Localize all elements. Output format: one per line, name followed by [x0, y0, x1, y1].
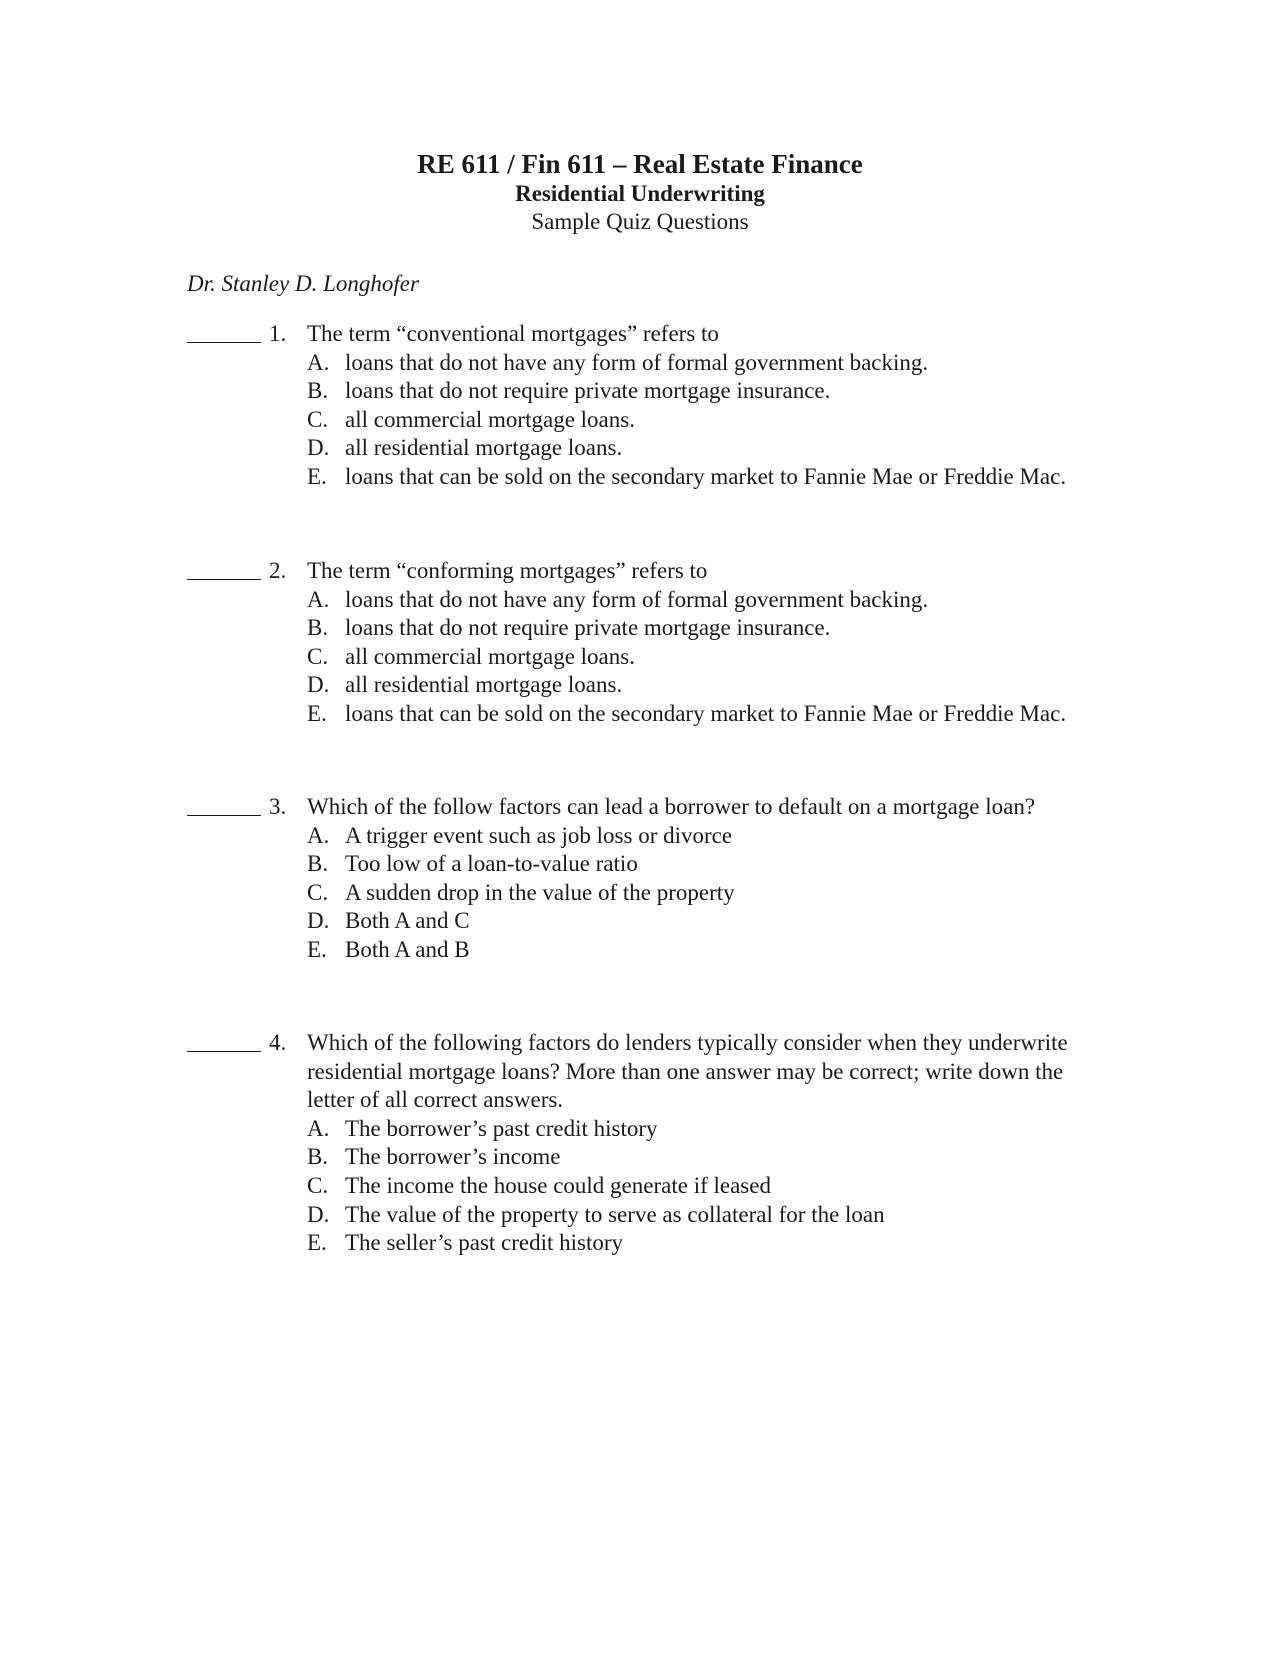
option-text: The value of the property to serve as collateral for the loan [345, 1201, 885, 1227]
option-list [187, 349, 1087, 492]
option-a: A. loans that do not have any form of formal government backing. [307, 349, 929, 375]
option-text: The borrower’s income [345, 1144, 561, 1170]
option-b: B. loans that do not require private mortgage insurance. [307, 615, 831, 641]
option-a: A. A trigger event such as job loss or divorce [307, 822, 733, 848]
option-e: E. Both A and B [307, 936, 470, 962]
question-number: 3. [269, 794, 287, 819]
option-text: loans that do not require private mortgage insurance. [345, 378, 831, 404]
question-text: Which of the following factors do lenders typically consider when they underwrite residential mortgage loans? More than one answer may be correct; write down the letter of all correct answers. [307, 1030, 1068, 1113]
option-b: B. The borrower’s income [307, 1144, 561, 1170]
question-stem [187, 1029, 1087, 1115]
question-number: 1. [269, 321, 287, 346]
option-text: all commercial mortgage loans. [345, 406, 635, 432]
option-c: C. A sudden drop in the value of the property [307, 879, 735, 905]
option-text: loans that can be sold on the secondary market to Fannie Mae or Freddie Mac. [345, 700, 1067, 726]
question-stem [187, 320, 1087, 349]
answer-blank[interactable] [187, 320, 261, 343]
option-d: D. all residential mortgage loans. [307, 672, 623, 698]
option-text: Both A and C [345, 908, 470, 934]
question-text: The term “conventional mortgages” refers to [307, 321, 719, 346]
option-text: loans that do not require private mortgage insurance. [345, 615, 831, 641]
option-b: B. loans that do not require private mortgage insurance. [307, 378, 831, 404]
option-d: D. Both A and C [307, 908, 470, 934]
option-text: loans that do not have any form of formal government backing. [345, 349, 929, 375]
answer-blank[interactable] [187, 793, 261, 816]
question-text: The term “conforming mortgages” refers to [307, 558, 708, 583]
option-text: all commercial mortgage loans. [345, 643, 635, 669]
option-c: C. The income the house could generate if leased [307, 1172, 771, 1198]
option-list [187, 822, 1087, 965]
option-c: C. all commercial mortgage loans. [307, 643, 635, 669]
option-e: E. loans that can be sold on the secondary market to Fannie Mae or Freddie Mac. [307, 463, 1067, 489]
topic-heading: Residential Underwriting [515, 181, 765, 206]
question-2 [187, 557, 1087, 729]
option-text: A sudden drop in the value of the property [345, 879, 735, 905]
course-title: RE 611 / Fin 611 – Real Estate Finance [417, 149, 863, 179]
option-b: B. Too low of a loan-to-value ratio [307, 851, 638, 877]
option-c: C. all commercial mortgage loans. [307, 406, 635, 432]
option-e: E. The seller’s past credit history [307, 1230, 624, 1256]
option-a: A. loans that do not have any form of formal government backing. [307, 586, 929, 612]
option-text: all residential mortgage loans. [345, 672, 623, 698]
author-name: Dr. Stanley D. Longhofer [187, 271, 419, 296]
question-stem [187, 557, 1087, 586]
option-text: loans that can be sold on the secondary market to Fannie Mae or Freddie Mac. [345, 463, 1067, 489]
option-list [187, 586, 1087, 729]
option-text: loans that do not have any form of formal government backing. [345, 586, 929, 612]
option-text: all residential mortgage loans. [345, 435, 623, 461]
document-header [0, 148, 1280, 236]
option-text: The income the house could generate if leased [345, 1172, 771, 1198]
option-list [187, 1115, 1087, 1258]
option-text: A trigger event such as job loss or divorce [345, 822, 733, 848]
option-text: Both A and B [345, 936, 470, 962]
question-stem [187, 793, 1087, 822]
option-d: D. all residential mortgage loans. [307, 435, 623, 461]
document-subtitle: Sample Quiz Questions [531, 209, 749, 234]
answer-blank[interactable] [187, 1029, 261, 1052]
option-text: The seller’s past credit history [345, 1230, 624, 1256]
question-1 [187, 320, 1087, 492]
answer-blank[interactable] [187, 557, 261, 580]
question-4 [187, 1029, 1087, 1258]
option-text: Too low of a loan-to-value ratio [345, 851, 638, 877]
option-a: A. The borrower’s past credit history [307, 1115, 658, 1141]
question-number: 4. [269, 1030, 287, 1055]
option-d: D. The value of the property to serve as collateral for the loan [307, 1201, 885, 1227]
question-text: Which of the follow factors can lead a borrower to default on a mortgage loan? [307, 794, 1036, 819]
question-3 [187, 793, 1087, 965]
option-text: The borrower’s past credit history [345, 1115, 658, 1141]
question-number: 2. [269, 558, 287, 583]
option-e: E. loans that can be sold on the secondary market to Fannie Mae or Freddie Mac. [307, 700, 1067, 726]
